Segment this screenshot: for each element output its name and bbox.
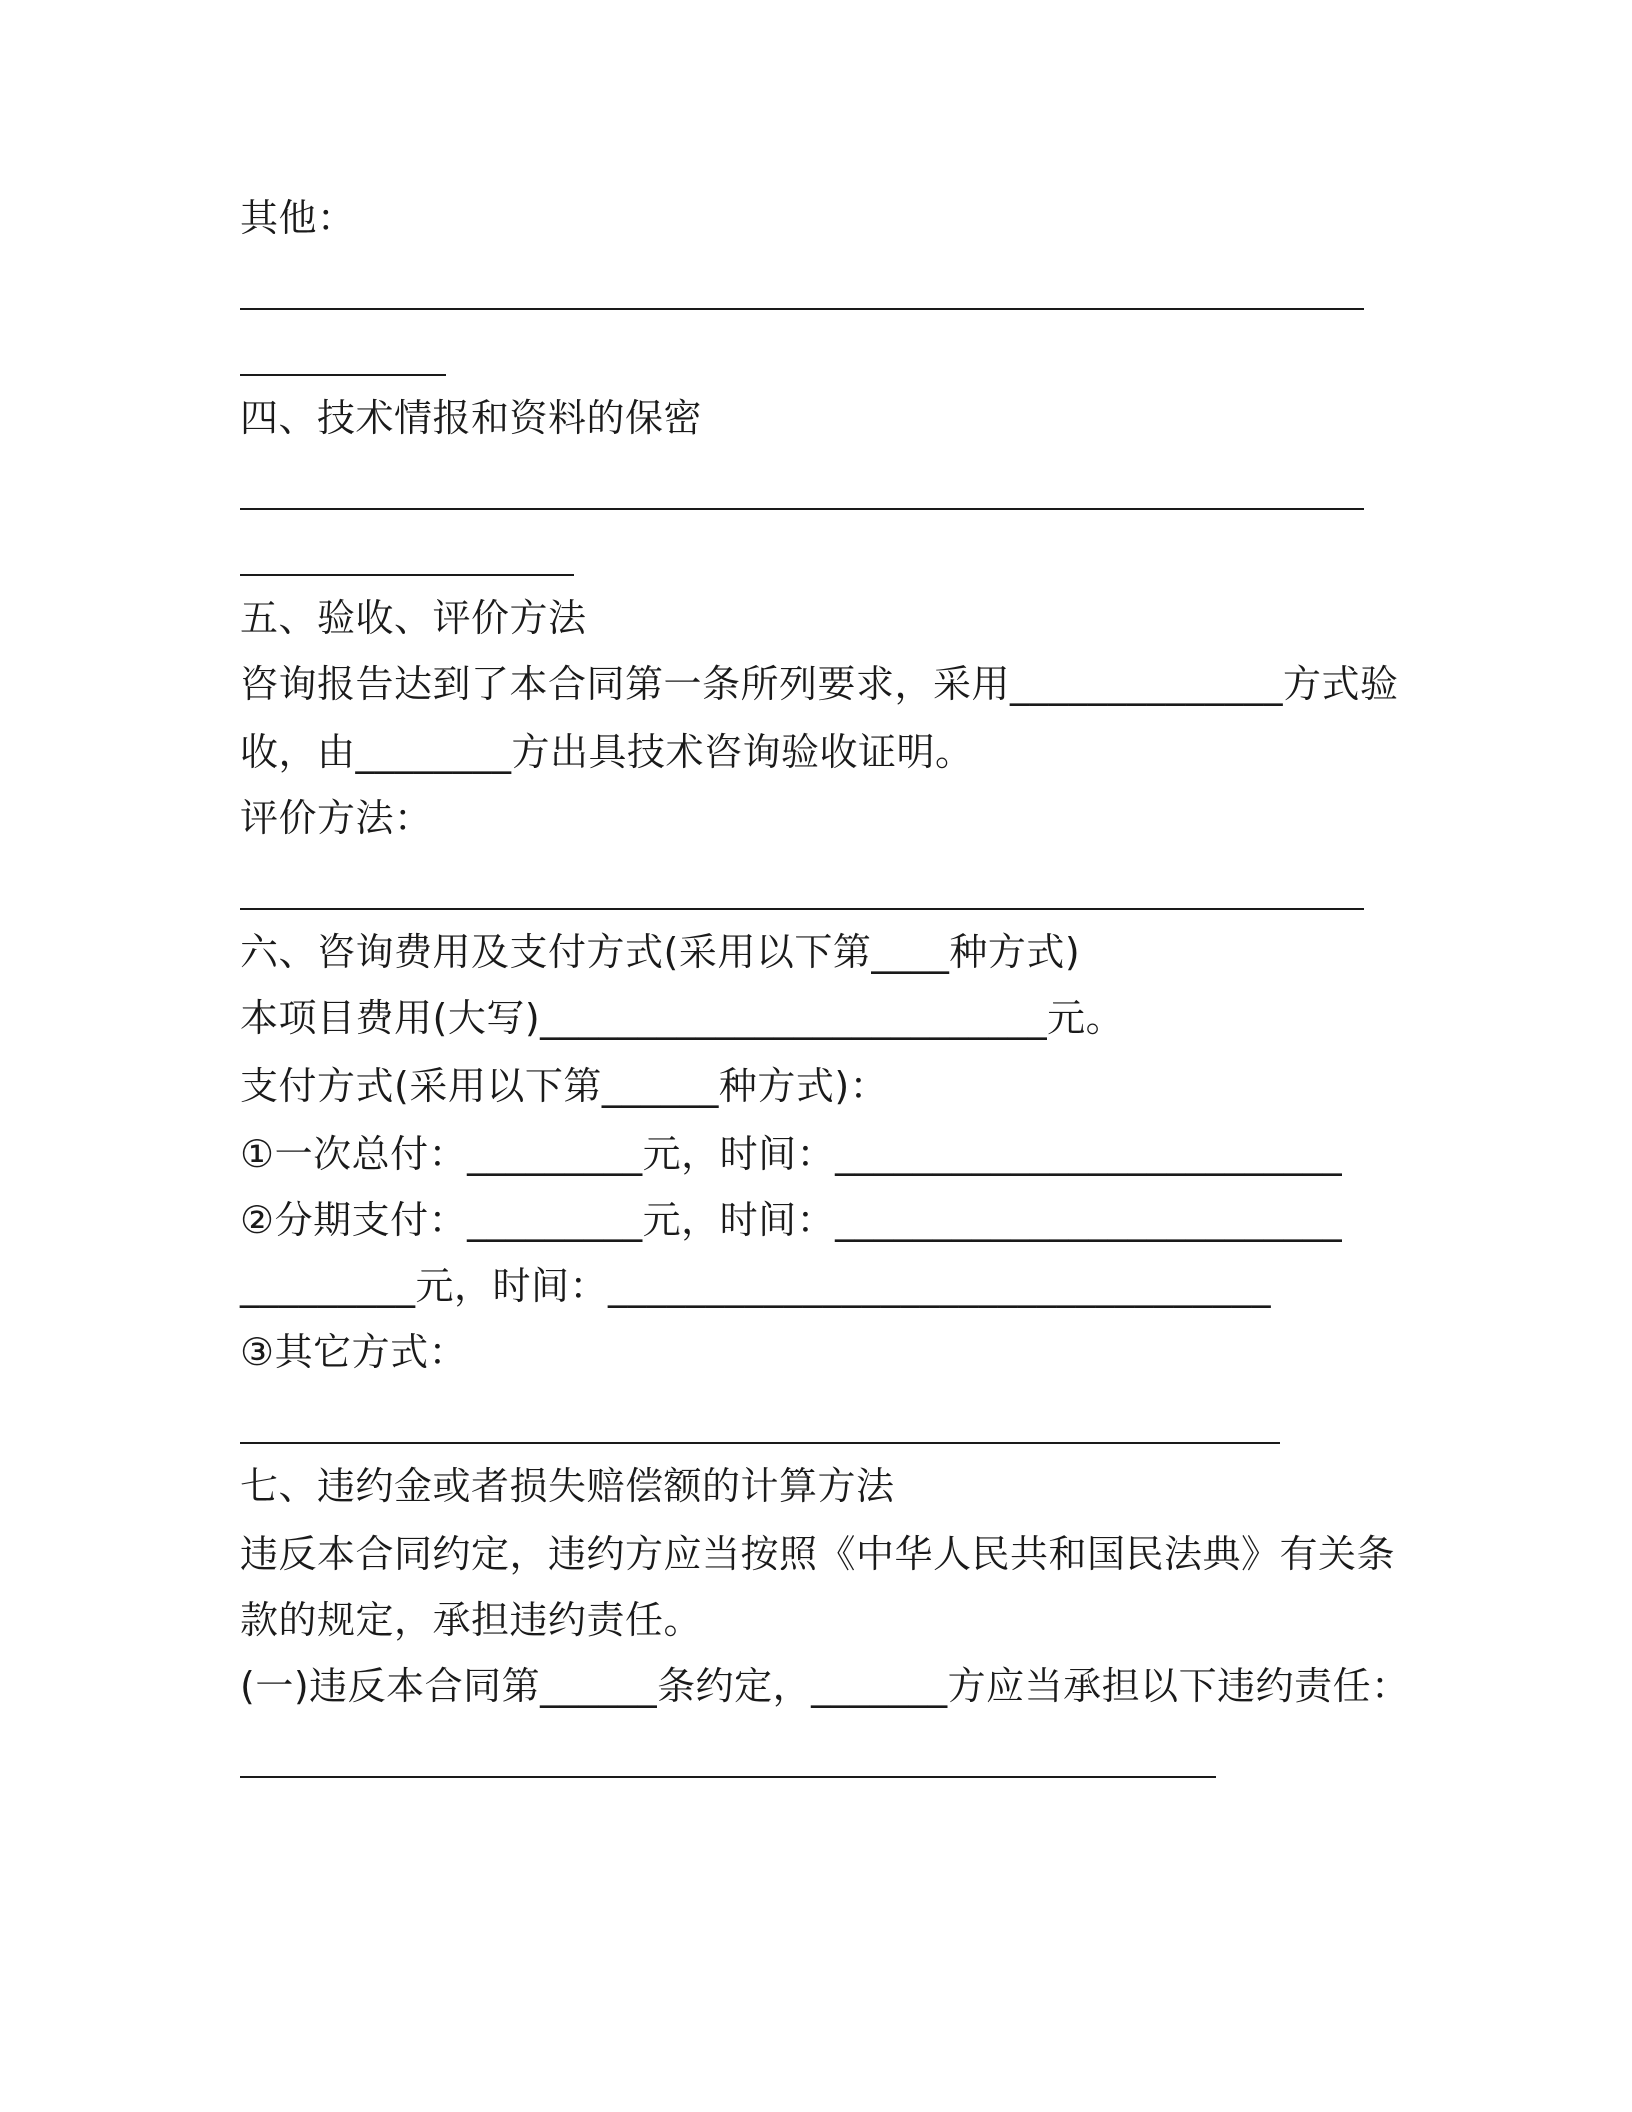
payment-method-line: 支付方式(采用以下第______种方式)：	[240, 1064, 889, 1108]
other-payment-method-label: ③其它方式：	[240, 1330, 468, 1374]
section-6-heading: 六、咨询费用及支付方式(采用以下第____种方式)	[240, 930, 1081, 974]
blank-line	[240, 374, 446, 376]
blank-line	[240, 574, 574, 576]
acceptance-text-line-1: 咨询报告达到了本合同第一条所列要求，采用______________方式验	[240, 662, 1399, 706]
section-7-heading: 七、违约金或者损失赔偿额的计算方法	[240, 1464, 895, 1508]
blank-line	[240, 908, 1364, 910]
installment-payment-line-2: _________元，时间：__________________________________	[240, 1264, 1272, 1308]
lump-sum-payment-line: ①一次总付：_________元，时间：__________________________	[240, 1132, 1343, 1176]
blank-line	[240, 508, 1364, 510]
breach-clause-1-line: (一)违反本合同第______条约定，_______方应当承担以下违约责任：	[240, 1664, 1410, 1708]
breach-text-line-1: 违反本合同约定，违约方应当按照《中华人民共和国民法典》有关条	[240, 1532, 1396, 1576]
project-fee-line: 本项目费用(大写)__________________________元。	[240, 996, 1125, 1040]
section-other-label: 其他：	[240, 196, 356, 240]
breach-text-line-2: 款的规定，承担违约责任。	[240, 1598, 703, 1642]
installment-payment-line: ②分期支付：_________元，时间：__________________________	[240, 1198, 1343, 1242]
evaluation-method-label: 评价方法：	[240, 796, 433, 840]
blank-line	[240, 1442, 1280, 1444]
blank-line	[240, 1776, 1216, 1778]
acceptance-text-line-2: 收，由________方出具技术咨询验收证明。	[240, 730, 974, 774]
section-4-heading: 四、技术情报和资料的保密	[240, 396, 703, 440]
blank-line	[240, 308, 1364, 310]
section-5-heading: 五、验收、评价方法	[240, 596, 587, 640]
